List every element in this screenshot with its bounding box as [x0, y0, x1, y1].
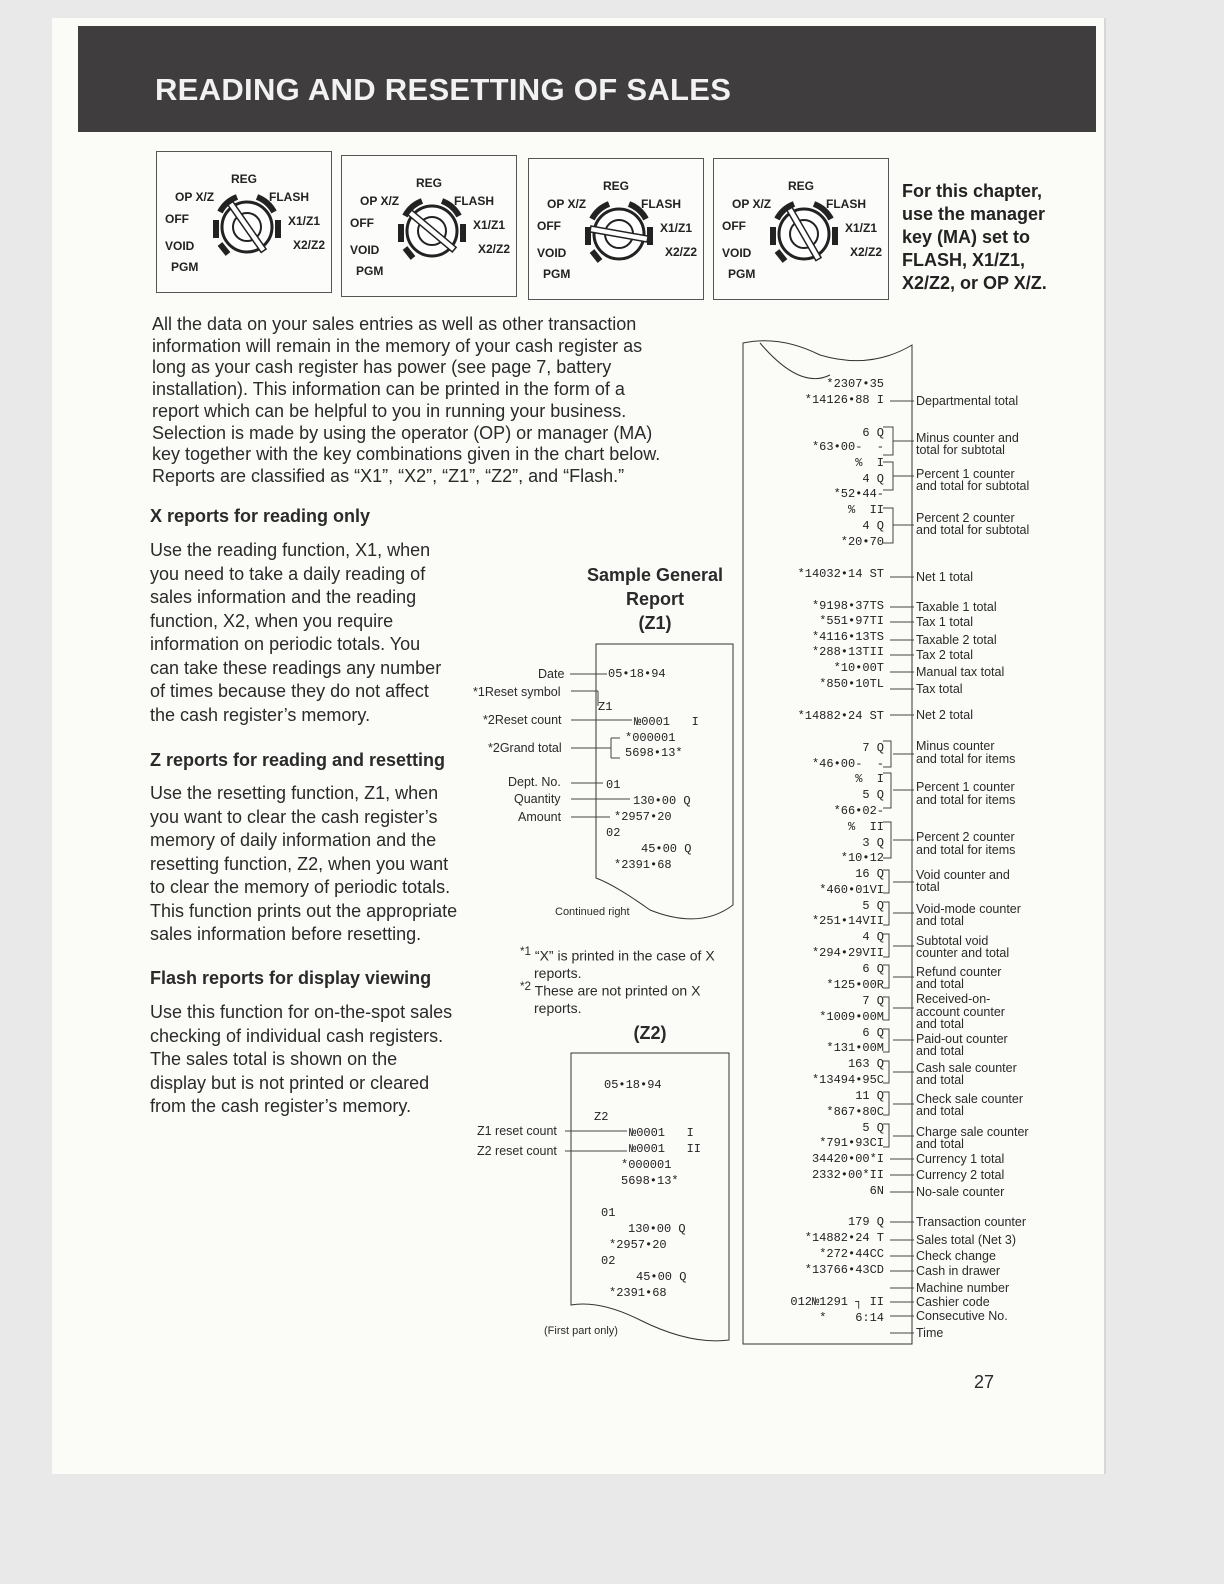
- receipt-annotation: Percent 2 counter: [916, 830, 1015, 844]
- body-line: The sales total is shown on the: [150, 1049, 398, 1069]
- dial-label-x1z1: X1/Z1: [288, 214, 321, 228]
- continued-right: Continued right: [555, 906, 630, 918]
- body-line: Use the reading function, X1, when: [150, 540, 431, 560]
- receipt-annotation: Charge sale counter: [916, 1125, 1029, 1139]
- body-line: This function prints out the appropriate: [150, 900, 458, 921]
- intro-line: key together with the key combinations given in the chart below.: [152, 444, 661, 465]
- z1-label-quantity: Quantity: [514, 792, 561, 806]
- receipt-annotation: counter and total: [916, 946, 1010, 960]
- z1-label-reset-count: *2Reset count: [483, 713, 562, 727]
- dial-label-opxz: OP X/Z: [547, 197, 587, 211]
- note-line: FLASH, X1/Z1,: [902, 250, 1026, 270]
- receipt-annotation: Received-on-: [916, 992, 991, 1006]
- receipt-annotation: Net 2 total: [916, 708, 973, 722]
- receipt-annotation: Void counter and: [916, 868, 1010, 882]
- z1-grand-total: 5698•13*: [625, 746, 683, 760]
- receipt-annotation: Void-mode counter: [916, 902, 1021, 916]
- z2-reset-1: №0001 I: [629, 1126, 694, 1140]
- receipt-annotation: and total for items: [916, 752, 1016, 766]
- receipt-annotation: and total: [916, 1073, 964, 1087]
- receipt-annotation: Cash in drawer: [916, 1264, 1001, 1278]
- receipt-annotation: Currency 1 total: [916, 1152, 1005, 1166]
- z1-amt-02: *2391•68: [614, 858, 672, 872]
- receipt-line: *14882•24 ST: [797, 709, 884, 723]
- z2-grand-count: *000001: [621, 1158, 672, 1172]
- receipt-line: *251•14VII: [811, 914, 884, 928]
- footnote-line: “X” is printed in the case of X: [534, 947, 715, 964]
- receipt-line: *20•70: [840, 535, 884, 549]
- sample-title-line: (Z1): [638, 613, 672, 633]
- receipt-annotation: Machine number: [916, 1281, 1010, 1295]
- receipt-line: *13766•43CD: [804, 1263, 884, 1277]
- z2-dept-02: 02: [601, 1254, 616, 1268]
- dial-label-off: OFF: [165, 212, 189, 226]
- receipt-annotation: Tax 1 total: [916, 615, 973, 629]
- receipt-line: *272•44CC: [819, 1247, 884, 1261]
- dial-label-x2z2: X2/Z2: [665, 245, 698, 259]
- page-number: 27: [974, 1372, 995, 1392]
- z1-label-dept-no: Dept. No.: [508, 775, 561, 789]
- note-line: key (MA) set to: [902, 227, 1031, 247]
- body-line: from the cash register’s memory.: [150, 1096, 412, 1116]
- right-brackets: [883, 427, 893, 1147]
- receipt-line: *460•01VI: [819, 883, 884, 897]
- z1-dept-02: 02: [606, 826, 621, 840]
- receipt-annotation: Minus counter and: [916, 431, 1019, 445]
- receipt-annotation: Taxable 2 total: [916, 633, 997, 647]
- receipt-line: *52•44-: [833, 487, 884, 501]
- receipt-annotation: and total for items: [916, 843, 1016, 857]
- body-line: information on periodic totals. You: [150, 634, 421, 654]
- receipt-line: 5 Q: [862, 899, 884, 913]
- note-line: use the manager: [902, 204, 1046, 224]
- receipt-annotation: Tax total: [916, 682, 963, 696]
- receipt-annotation: Check change: [916, 1249, 996, 1263]
- dial-label-x1z1: X1/Z1: [473, 218, 506, 232]
- z2-qty-02: 45•00 Q: [636, 1270, 687, 1284]
- dial-label-pgm: PGM: [356, 264, 384, 278]
- receipt-annotation: Refund counter: [916, 965, 1002, 979]
- z2-reset-2: №0001 II: [629, 1142, 702, 1156]
- curl-line: [760, 343, 830, 379]
- receipt-line: % I: [855, 772, 884, 786]
- receipt-line: 34420•00*I: [811, 1152, 884, 1166]
- receipt-line: *125•00R: [826, 978, 884, 992]
- receipt-line: 012№1291 ┐ II: [790, 1295, 884, 1309]
- z1-reset-count: №0001 I: [634, 715, 699, 729]
- receipt-line: 2332•00*II: [811, 1168, 884, 1182]
- receipt-annotation: and total: [916, 1137, 964, 1151]
- receipt-line: 4 Q: [862, 472, 884, 486]
- receipt-line: *46•00- -: [811, 757, 884, 771]
- z1-label-amount: Amount: [518, 810, 562, 824]
- dial-label-pgm: PGM: [728, 267, 756, 281]
- footnote-2: [520, 978, 700, 1017]
- z2-amt-02: *2391•68: [609, 1286, 667, 1300]
- dial-label-flash: FLASH: [454, 194, 494, 208]
- footnote-line: These are not printed on X: [534, 982, 701, 999]
- receipt-line: *10•00T: [833, 661, 884, 675]
- body-line: to clear the memory of periodic totals.: [150, 877, 451, 897]
- z1-label-date: Date: [538, 667, 565, 681]
- receipt-annotation: and total for items: [916, 793, 1016, 807]
- intro-line: installation). This information can be printed in the form of a: [152, 379, 625, 400]
- dial-label-void: VOID: [350, 243, 380, 257]
- footnote-mark: *1: [520, 945, 532, 958]
- section-heading-flash: Flash reports for display viewing: [150, 968, 432, 988]
- receipt-annotation: and total: [916, 1017, 964, 1031]
- receipt-annotation: Cash sale counter: [916, 1061, 1017, 1075]
- receipt-annotation: Taxable 1 total: [916, 600, 997, 614]
- intro-line: report which can be helpful to you in running your business.: [152, 400, 627, 421]
- z2-code: Z2: [594, 1110, 609, 1124]
- receipt-line: 5 Q: [862, 1121, 884, 1135]
- receipt-annotation: and total for subtotal: [916, 479, 1030, 493]
- receipt-line: *551•97TI: [819, 614, 884, 628]
- z1-label-reset-symbol: *1Reset symbol: [473, 685, 561, 699]
- receipt-line: 5 Q: [862, 788, 884, 802]
- receipt-line: 6 Q: [862, 426, 884, 440]
- receipt-annotation: account counter: [916, 1005, 1005, 1019]
- receipt-line: *14032•14 ST: [797, 567, 884, 581]
- z1-grand-count: *000001: [625, 731, 676, 745]
- z2-title: (Z2): [633, 1023, 667, 1043]
- dial-label-opxz: OP X/Z: [175, 190, 215, 204]
- receipt-line: 4 Q: [862, 930, 884, 944]
- receipt-annotation: No-sale counter: [916, 1185, 1005, 1199]
- body-line: function, X2, when you require: [150, 610, 394, 631]
- receipt-line: 7 Q: [862, 741, 884, 755]
- receipt-annotation: Time: [916, 1326, 944, 1340]
- receipt-annotation: and total: [916, 977, 964, 991]
- receipt-line: 6N: [869, 1184, 884, 1198]
- dial-label-x2z2: X2/Z2: [850, 245, 883, 259]
- dial-label-pgm: PGM: [543, 267, 571, 281]
- receipt-annotation: Currency 2 total: [916, 1168, 1005, 1182]
- body-line: display but is not printed or cleared: [150, 1072, 430, 1093]
- z1-qty-02: 45•00 Q: [641, 842, 692, 856]
- body-line: resetting function, Z2, when you want: [150, 853, 449, 874]
- receipt-line: 11 Q: [855, 1089, 884, 1103]
- receipt-annotation: total: [916, 880, 940, 894]
- body-line: you want to clear the cash register’s: [150, 806, 438, 827]
- z1-qty-01: 130•00 Q: [633, 794, 691, 808]
- dial-label-void: VOID: [722, 246, 752, 260]
- receipt-annotation: and total: [916, 1044, 964, 1058]
- dial-label-reg: REG: [416, 176, 443, 190]
- receipt-annotation: and total: [916, 914, 964, 928]
- dial-label-flash: FLASH: [269, 190, 309, 204]
- sample-title-line: Report: [626, 589, 684, 609]
- dial-label-void: VOID: [165, 239, 195, 253]
- receipt-line: % I: [855, 456, 884, 470]
- receipt-line: *791•93CI: [819, 1136, 884, 1150]
- section-heading-x: X reports for reading only: [150, 506, 371, 526]
- receipt-line: *14126•88 I: [804, 393, 884, 407]
- right-paper-outline: [743, 341, 912, 1344]
- page-title: READING AND RESETTING OF SALES: [155, 72, 732, 107]
- z1-amt-01: *2957•20: [614, 810, 672, 824]
- receipt-annotation: Paid-out counter: [916, 1032, 1008, 1046]
- receipt-line: *63•00- -: [811, 440, 884, 454]
- body-line: checking of individual cash registers.: [150, 1025, 444, 1046]
- z2-label-z2-reset: Z2 reset count: [477, 1144, 557, 1158]
- dial-label-pgm: PGM: [171, 260, 199, 274]
- receipt-line: 6 Q: [862, 1026, 884, 1040]
- z2-date: 05•18•94: [604, 1078, 662, 1092]
- dial-label-x2z2: X2/Z2: [293, 238, 326, 252]
- dial-label-flash: FLASH: [641, 197, 681, 211]
- receipt-annotation: Manual tax total: [916, 665, 1005, 679]
- receipt-line: 4 Q: [862, 519, 884, 533]
- receipt-line: % II: [847, 503, 884, 517]
- dial-label-void: VOID: [537, 246, 567, 260]
- receipt-line: *850•10TL: [819, 677, 884, 691]
- dial-label-x1z1: X1/Z1: [845, 221, 878, 235]
- body-line: Use this function for on-the-spot sales: [150, 1002, 453, 1022]
- receipt-line: *294•29VII: [811, 946, 884, 960]
- dial-label-off: OFF: [537, 219, 561, 233]
- receipt-line: % II: [847, 820, 884, 834]
- dial-label-off: OFF: [722, 219, 746, 233]
- dial-label-opxz: OP X/Z: [732, 197, 772, 211]
- receipt-annotation: Check sale counter: [916, 1092, 1024, 1106]
- intro-line: Reports are classified as “X1”, “X2”, “Z1”, “Z2”, and “Flash.”: [152, 465, 625, 486]
- dial-label-reg: REG: [603, 179, 630, 193]
- receipt-line: 7 Q: [862, 994, 884, 1008]
- footnote-mark: *2: [520, 980, 532, 993]
- receipt-annotation: Sales total (Net 3): [916, 1233, 1017, 1247]
- note-line: X2/Z2, or OP X/Z.: [902, 273, 1047, 293]
- receipt-line: 6 Q: [862, 962, 884, 976]
- intro-line: information will remain in the memory of your cash register as: [152, 335, 643, 356]
- body-line: the cash register’s memory.: [150, 704, 371, 725]
- receipt-line: 3 Q: [862, 836, 884, 850]
- receipt-line: *10•12: [840, 851, 884, 865]
- footnote-line: reports.: [534, 999, 582, 1016]
- receipt-annotation: Percent 1 counter: [916, 467, 1015, 481]
- intro-line: Selection is made by using the operator (OP) or manager (MA): [152, 422, 653, 443]
- receipt-annotation: Net 1 total: [916, 570, 973, 584]
- receipt-line: *13494•95C: [811, 1073, 884, 1087]
- body-line: can take these readings any number: [150, 657, 442, 678]
- body-line: Use the resetting function, Z1, when: [150, 783, 439, 803]
- receipt-annotation: Departmental total: [916, 394, 1019, 408]
- body-line: memory of daily information and the: [150, 830, 437, 850]
- receipt-annotation: Transaction counter: [916, 1215, 1027, 1229]
- receipt-annotation: and total: [916, 1104, 964, 1118]
- receipt-line: *4116•13TS: [811, 630, 884, 644]
- z1-date: 05•18•94: [608, 667, 666, 681]
- receipt-annotation: Subtotal void: [916, 934, 989, 948]
- receipt-annotation: Percent 1 counter: [916, 780, 1015, 794]
- receipt-line: *867•80C: [826, 1105, 884, 1119]
- dial-label-x2z2: X2/Z2: [478, 242, 511, 256]
- receipt-annotation: Tax 2 total: [916, 648, 973, 662]
- footnote-line: reports.: [534, 964, 582, 981]
- body-line: sales information before resetting.: [150, 924, 422, 944]
- receipt-line: 179 Q: [847, 1215, 884, 1229]
- intro-line: All the data on your sales entries as well as other transaction: [152, 314, 637, 334]
- receipt-annotation: Minus counter: [916, 739, 995, 753]
- receipt-annotation: and total for subtotal: [916, 523, 1030, 537]
- receipt-annotation: Percent 2 counter: [916, 511, 1015, 525]
- receipt-line: * 6:14: [819, 1311, 884, 1325]
- receipt-line: *131•00M: [826, 1041, 884, 1055]
- body-line: you need to take a daily reading of: [150, 563, 426, 584]
- note-line: For this chapter,: [902, 181, 1043, 201]
- intro-line: long as your cash register has power (see page 7, battery: [152, 357, 612, 378]
- sample-title-line: Sample General: [586, 565, 724, 585]
- dial-label-x1z1: X1/Z1: [660, 221, 693, 235]
- dial-label-off: OFF: [350, 216, 374, 230]
- receipt-annotation: Cashier code: [916, 1295, 990, 1309]
- first-part-only: (First part only): [544, 1325, 618, 1337]
- receipt-line: *9198•37TS: [811, 599, 884, 613]
- z1-code: Z1: [598, 700, 613, 714]
- section-heading-z: Z reports for reading and resetting: [150, 750, 446, 770]
- receipt-line: 16 Q: [855, 867, 884, 881]
- receipt-line: 163 Q: [847, 1057, 884, 1071]
- body-line: of times because they do not affect: [150, 681, 429, 701]
- dial-label-reg: REG: [788, 179, 815, 193]
- z1-dept-01: 01: [606, 778, 621, 792]
- dial-label-opxz: OP X/Z: [360, 194, 400, 208]
- receipt-line: *288•13TII: [811, 645, 884, 659]
- z2-amt-01: *2957•20: [609, 1238, 667, 1252]
- receipt-annotation: total for subtotal: [916, 443, 1005, 457]
- z2-grand-total: 5698•13*: [621, 1174, 679, 1188]
- dial-label-reg: REG: [231, 172, 258, 186]
- z1-label-grand-total: *2Grand total: [488, 741, 562, 755]
- z2-label-z1-reset: Z1 reset count: [477, 1124, 557, 1138]
- receipt-line: *14882•24 T: [804, 1231, 884, 1245]
- receipt-annotation: Consecutive No.: [916, 1309, 1008, 1323]
- right-leaders: [890, 401, 914, 1333]
- receipt-line: *1009•00M: [819, 1010, 884, 1024]
- footnote-1: [520, 943, 715, 982]
- body-line: sales information and the reading: [150, 587, 417, 607]
- receipt-line: *66•02-: [833, 804, 884, 818]
- z2-qty-01: 130•00 Q: [628, 1222, 686, 1236]
- z2-dept-01: 01: [601, 1206, 616, 1220]
- receipt-line: *2307•35: [826, 377, 884, 391]
- dial-label-flash: FLASH: [826, 197, 866, 211]
